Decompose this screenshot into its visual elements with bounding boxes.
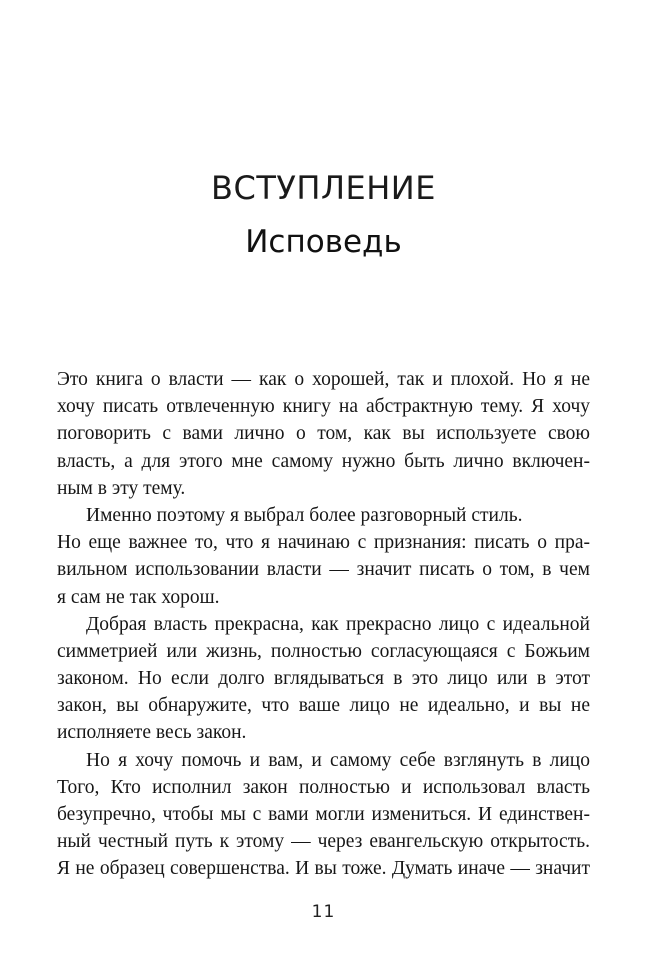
text-line: исполняете весь закон. — [57, 722, 247, 744]
body-text — [57, 366, 590, 883]
page-number: 11 — [311, 902, 336, 922]
text-line: вильном использовании власти — значит писать о том, в чем — [57, 559, 590, 581]
chapter-title: Исповедь — [245, 224, 402, 260]
paragraph-1 — [57, 366, 590, 502]
text-line: симметрией или жизнь, полностью согласующаяся с Божьим — [57, 640, 590, 662]
text-line: Я не образец совершенства. И вы тоже. Думать иначе — значит — [57, 858, 590, 880]
text-line: законом. Но если долго вглядываться в это лицо или в этот — [57, 668, 590, 690]
text-line: безупречно, чтобы мы с вами могли измениться. И единствен- — [57, 804, 590, 825]
text-line: я сам не так хорош. — [57, 586, 220, 608]
text-line: Это книга о власти — как о хорошей, так и плохой. Но я не — [57, 369, 590, 390]
text-line: поговорить с вами лично о том, как вы используете свою — [57, 423, 590, 445]
text-line: закон, вы обнаружите, что ваше лицо не идеально, и вы не — [57, 695, 590, 717]
text-line: Но еще важнее то, что я начинаю с признания: писать о пра- — [57, 532, 590, 554]
paragraph-2 — [57, 502, 590, 611]
text-line: власть, а для этого мне самому нужно быть лично включен- — [57, 450, 590, 472]
paragraph-4 — [57, 747, 590, 883]
text-line: Добрая власть прекрасна, как прекрасно лицо с идеальной — [86, 613, 590, 635]
section-label: ВСТУПЛЕНИЕ — [211, 169, 436, 207]
text-line: ным в эту тему. — [57, 477, 186, 499]
text-line: хочу писать отвлеченную книгу на абстрактную тему. Я хочу — [57, 396, 590, 418]
text-line: Именно поэтому я выбрал более разговорный стиль. — [86, 504, 523, 526]
text-line: ный честный путь к этому — через евангельскую открытость. — [57, 831, 590, 853]
text-line: Того, Кто исполнил закон полностью и использовал власть — [57, 776, 590, 798]
text-line: Но я хочу помочь и вам, и самому себе взглянуть в лицо — [86, 749, 590, 771]
paragraph-3 — [57, 611, 590, 747]
